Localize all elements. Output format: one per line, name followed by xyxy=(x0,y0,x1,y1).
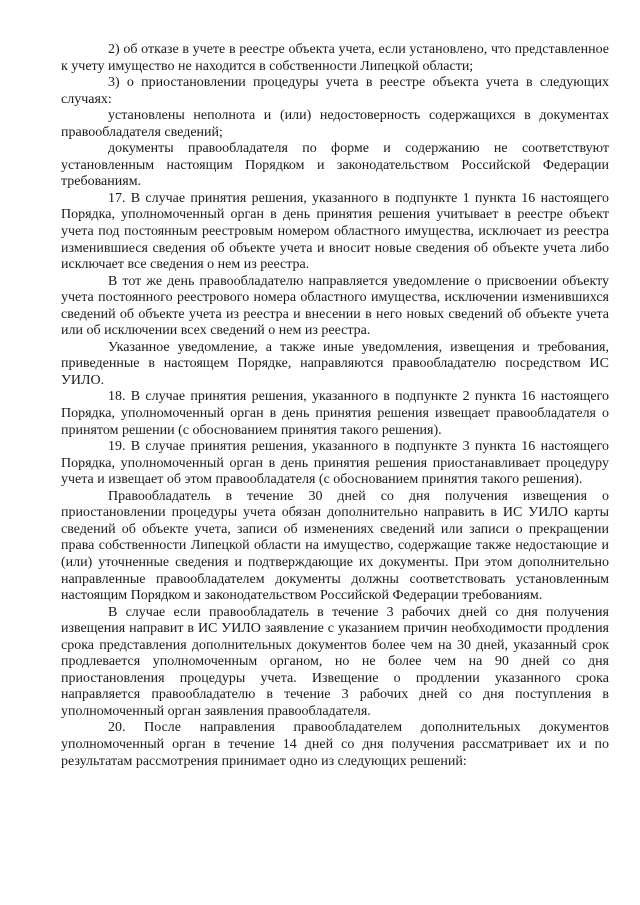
paragraph-notification: В тот же день правообладателю направляется уведомление о присвоении объекту учета постоянного реестрового номера областного имущества, исключении изменившихся сведений об объекте учета из реестра и внесении в него новых сведений об объекте учета или об исключении всех сведений о нем из реестра. xyxy=(61,273,609,339)
paragraph-extension: В случае если правообладатель в течение 3 рабочих дней со дня получения извещения направит в ИС УИЛО заявление с указанием причин необходимости продления срока представления дополнительных документов более чем на 30 дней, указанный срок продлевается уполномоченным органом, но не более чем на 90 дней со дня приостановления процедуры учета. Извещение о продлении указанного срока направляется правообладателю в течение 3 рабочих дней со дня поступления в уполномоченный орган заявления правообладателя. xyxy=(61,604,609,719)
paragraph-subitem-2: 2) об отказе в учете в реестре объекта учета, если установлено, что представленное к учету имущество не находится в собственности Липецкой области; xyxy=(61,42,609,74)
paragraph-item-19: 19. В случае принятия решения, указанного в подпункте 3 пункта 16 настоящего Порядка, уполномоченный орган в день принятия решения приостанавливает процедуру учета и извещает об этом правообладателя (с обоснованием принятия такого решения). xyxy=(61,439,609,488)
paragraph-item-18: 18. В случае принятия решения, указанного в подпункте 2 пункта 16 настоящего Порядка, уполномоченный орган в день принятия решения извещает правообладателя о принятом решении (с обоснованием принятия такого решения). xyxy=(61,389,609,438)
paragraph-case-incomplete: установлены неполнота и (или) недостоверность содержащихся в документах правообладателя сведений; xyxy=(61,108,609,140)
paragraph-case-nonconforming: документы правообладателя по форме и содержанию не соответствуют установленным настоящим Порядком и законодательством Российской Федерации требованиям. xyxy=(61,141,609,190)
paragraph-subitem-3: 3) о приостановлении процедуры учета в реестре объекта учета в следующих случаях: xyxy=(61,75,609,107)
paragraph-notices-via-is-uilo: Указанное уведомление, а также иные уведомления, извещения и требования, приведенные в настоящем Порядке, направляются правообладателю посредством ИС УИЛО. xyxy=(61,339,609,388)
paragraph-item-20: 20. После направления правообладателем дополнительных документов уполномоченный орган в течение 14 дней со дня получения рассматривает их и по результатам рассмотрения принимает одно из следующих решений: xyxy=(61,720,609,769)
document-body xyxy=(61,42,609,770)
paragraph-item-17: 17. В случае принятия решения, указанного в подпункте 1 пункта 16 настоящего Порядка, уполномоченный орган в день принятия решения учитывает в реестре объект учета под постоянным реестровым номером областного имущества, исключает из реестра изменившиеся сведения об объекте учета и вносит новые сведения об объекте учета либо исключает все сведения о нем из реестра. xyxy=(61,190,609,273)
paragraph-30-days: Правообладатель в течение 30 дней со дня получения извещения о приостановлении процедуры учета обязан дополнительно направить в ИС УИЛО карты сведений об объекте учета, записи об изменениях сведений или записи о прекращении права собственности Липецкой области на имущество, содержащие также недостающие и (или) уточненные сведения и подтверждающие их документы. При этом дополнительно направленные правообладателем документы должны соответствовать установленным настоящим Порядком и законодательством Российской Федерации требованиям. xyxy=(61,488,609,604)
